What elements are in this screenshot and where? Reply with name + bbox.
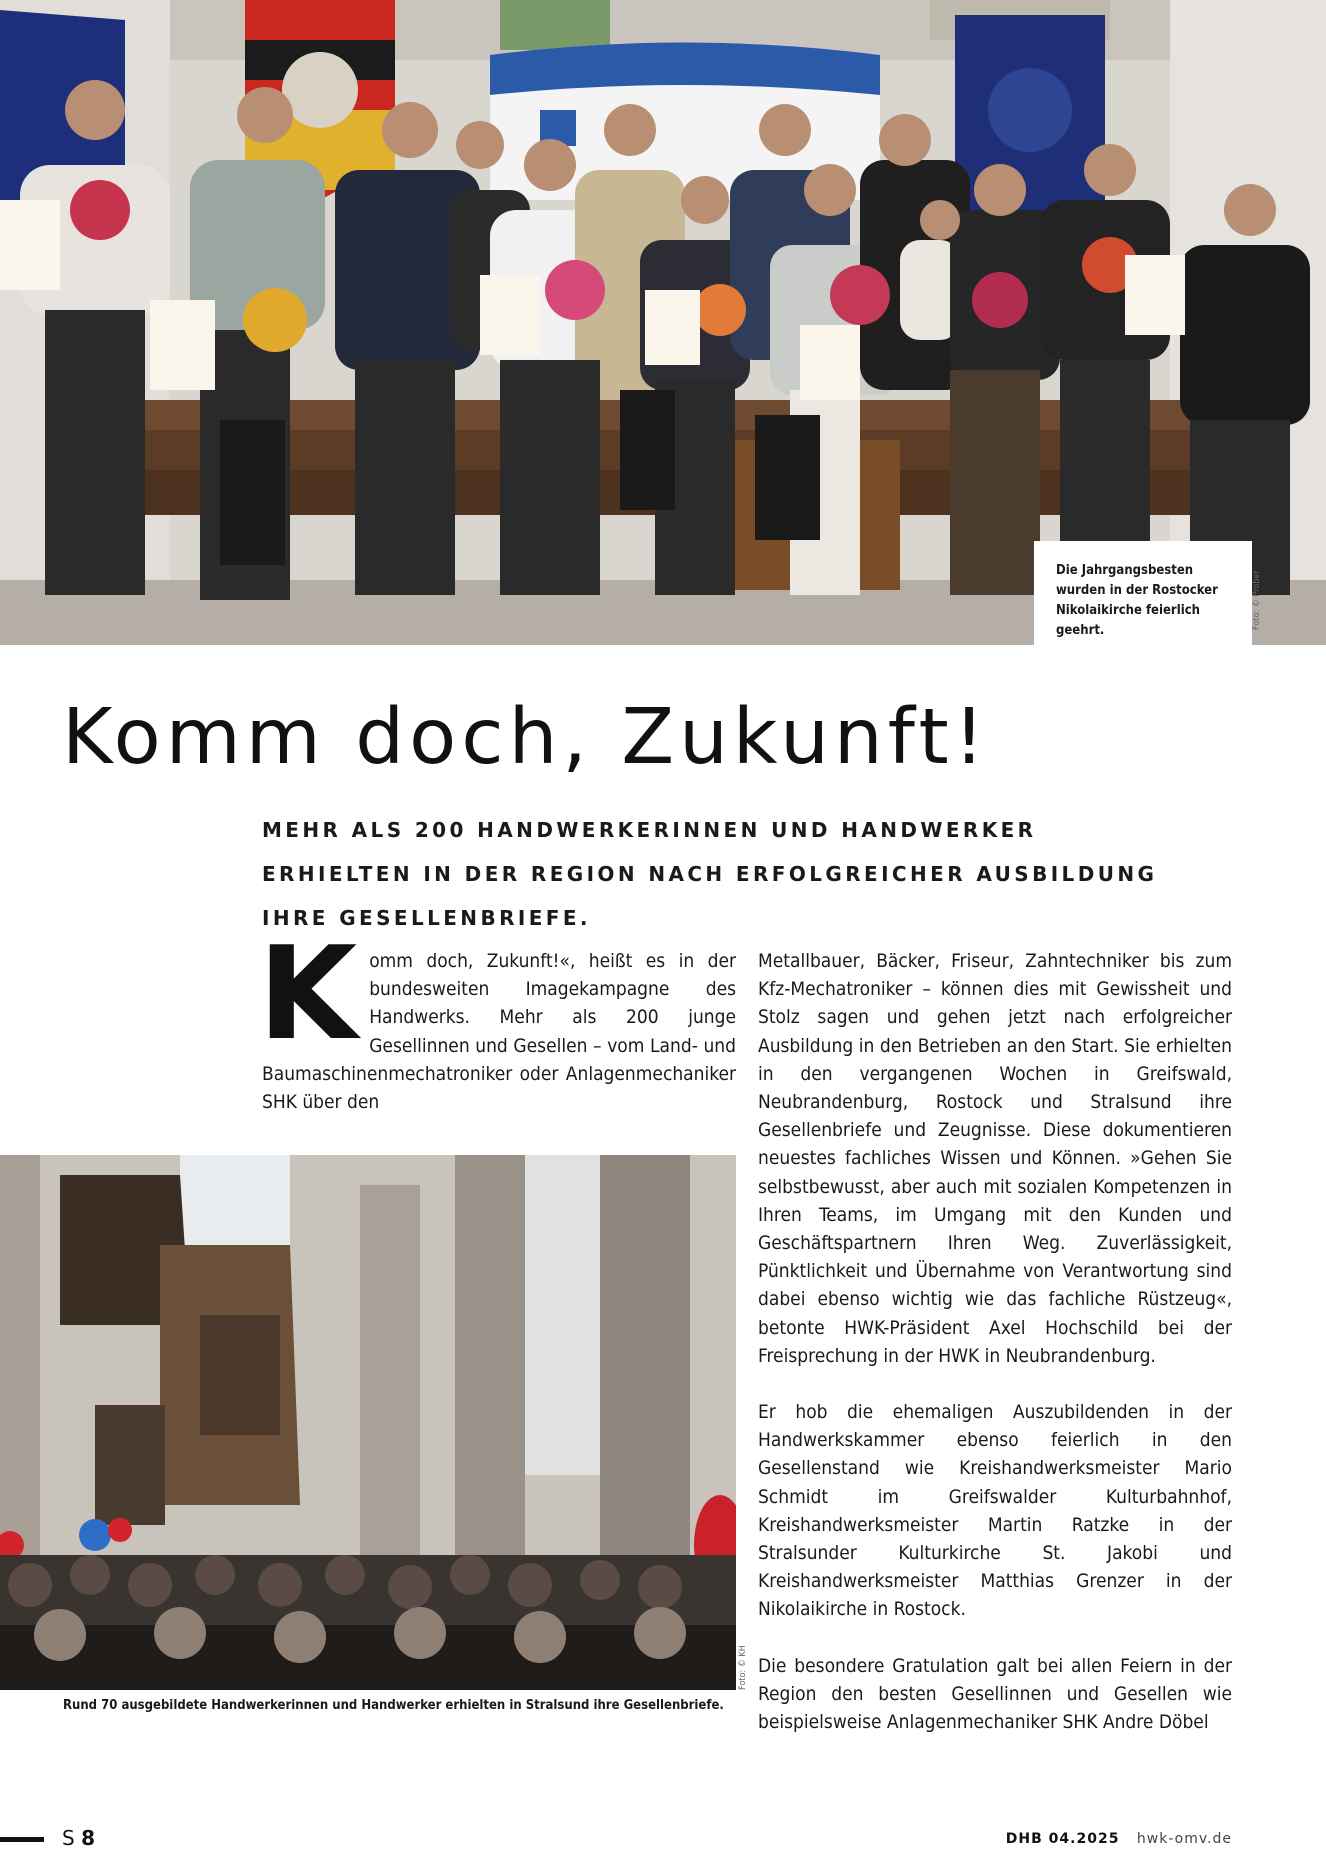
footer-rule <box>0 1837 44 1842</box>
dropcap: K <box>258 920 358 1069</box>
top-photo-caption: Die Jahrgangsbesten wurden in der Rostocker Nikolaikirche feierlich geehrt. <box>1034 541 1252 645</box>
footer-info <box>1006 1831 1232 1847</box>
headline: Komm doch, Zukunft! <box>62 693 990 782</box>
article-column-1 <box>258 920 736 1116</box>
page-prefix: S <box>62 1826 75 1850</box>
bottom-photo <box>0 1155 736 1690</box>
page-number <box>62 1826 95 1850</box>
article-paragraph-3: Die besondere Gratulation galt bei allen Feiern in der Region den besten Gesellinnen und Gesellen wie beispielsweise Anlagenmechaniker SHK Andre Döbel <box>758 1654 1232 1734</box>
bottom-photo-caption: Rund 70 ausgebildete Handwerkerinnen und Handwerker erhielten in Stralsund ihre Gesellenbriefe. <box>63 1698 724 1713</box>
church-audience-illustration <box>0 1155 736 1690</box>
article-intro <box>258 920 736 1116</box>
website-link[interactable]: hwk-omv.de <box>1136 1831 1232 1847</box>
article-column-2 <box>758 947 1232 1764</box>
magazine-issue: DHB 04.2025 <box>1005 1831 1120 1847</box>
article-paragraph-1: Metallbauer, Bäcker, Friseur, Zahntechniker bis zum Kfz-Mechatroniker – können dies mit Gewissheit und Stolz sagen und gehen jetzt nach erfolgreicher Ausbildung in den Betrieben an den Start. Sie erhielten in den vergangenen Wochen in Greifswald, Neubrandenburg, Rostock und Stralsund ihre Gesellenbriefe und Zeugnisse. Diese dokumentieren neuestes fachliches Wissen und Können. »Gehen Sie selbstbewusst, aber auch mit sozialen Kompetenzen in Ihren Teams, im Umgang mit den Kunden und Geschäftspartnern Ihren Weg. Zuverlässigkeit, Pünktlichkeit und Übernahme von Verantwortung sind dabei ebenso wichtig wie das fachliche Rüstzeug«, betonte HWK-Präsident Axel Hochschild bei der Freisprechung in der HWK in Neubrandenburg. <box>758 950 1232 1367</box>
bottom-photo-credit: Foto: © KH <box>738 1645 748 1690</box>
article-intro-text: omm doch, Zukunft!«, heißt es in der bundesweiten Imagekampagne des Handwerks. Mehr als 200 junge Gesellinnen und Gesellen – vom Land- und Baumaschinenmechatroniker oder Anlagenmechaniker SHK über den <box>262 950 736 1114</box>
page-number-value: 8 <box>81 1826 95 1850</box>
top-photo-credit: Foto: © Prober <box>1252 570 1262 630</box>
subline: MEHR ALS 200 HANDWERKERINNEN UND HANDWERKER ERHIELTEN IN DER REGION NACH ERFOLGREICHER AUSBILDUNG IHRE GESELLENBRIEFE. <box>262 818 1158 930</box>
article-paragraph-2: Er hob die ehemaligen Auszubildenden in der Handwerkskammer ebenso feierlich in den Gesellenstand wie Kreishandwerksmeister Mario Schmidt im Greifswalder Kulturbahnhof, Kreishandwerksmeister Martin Ratzke in der Stralsunder Kulturkirche St. Jakobi und Kreishandwerksmeister Matthias Grenzer in der Nikolaikirche in Rostock. <box>758 1401 1232 1621</box>
